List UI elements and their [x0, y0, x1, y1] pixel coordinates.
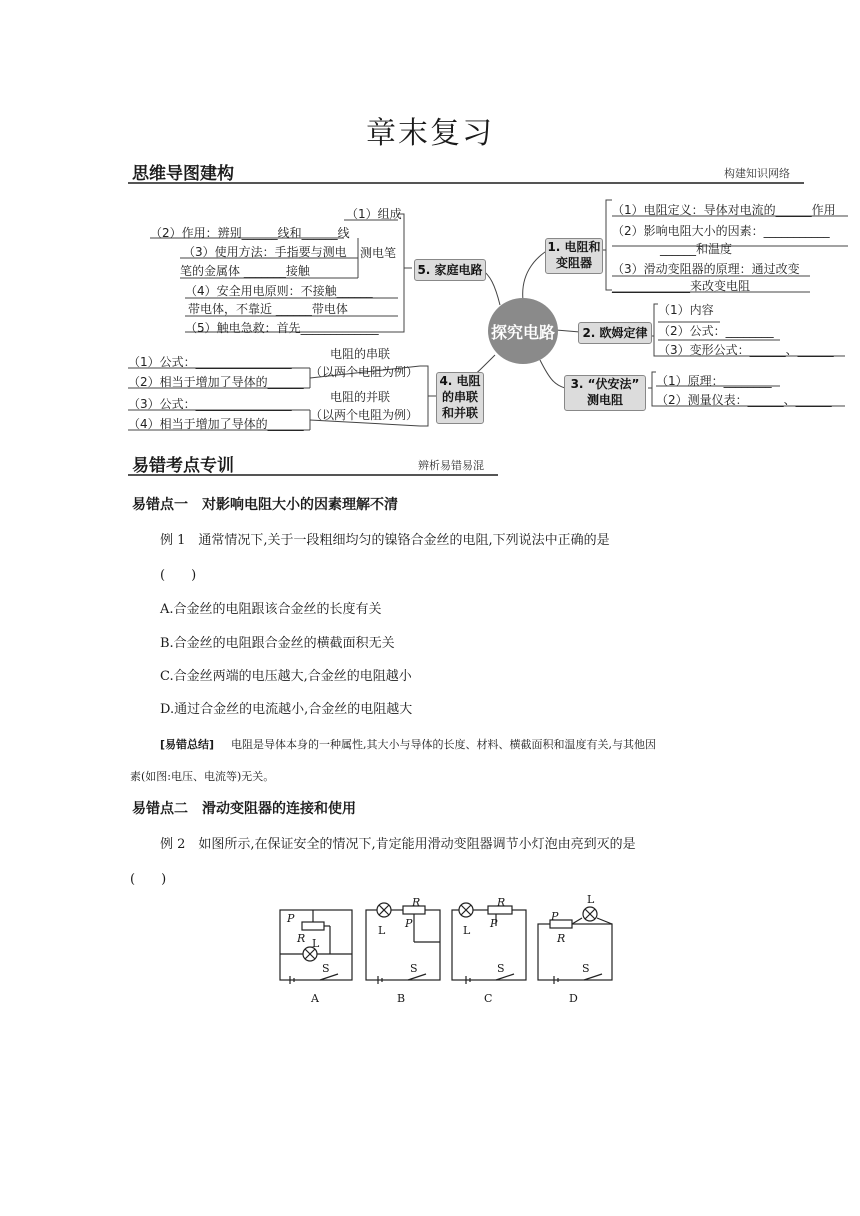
- circuit-d-p: P: [551, 910, 559, 923]
- mm-l5e: （4）安全用电原则：不接触______: [185, 284, 373, 298]
- mm-r3b: （2）测量仪表：______、______: [656, 393, 832, 407]
- page-title: 章末复习: [366, 116, 494, 151]
- circuit-label-d: D: [569, 992, 578, 1005]
- circuit-diagrams: [270, 892, 620, 1007]
- point2-question: 例 2 如图所示,在保证安全的情况下,肯定能用滑动变阻器调节小灯泡由亮到灭的是: [160, 837, 636, 852]
- circuit-b-r: R: [412, 896, 421, 909]
- point2-heading: 易错点二 滑动变阻器的连接和使用: [132, 801, 356, 817]
- section-title-mindmap: 思维导图建构: [132, 164, 234, 184]
- mm-l5b: （2）作用：辨别______线和______线: [150, 226, 350, 240]
- mm-l5d: 笔的金属体 _______接触: [180, 264, 310, 278]
- summary-label: [易错总结]: [160, 738, 215, 751]
- circuit-d-s: S: [582, 962, 590, 975]
- mm-r3a: （1）原理：________: [656, 374, 772, 388]
- circuit-c-p: P: [490, 917, 498, 930]
- mm-parallel-note: （以两个电阻为例）: [310, 408, 419, 422]
- circuit-label-c: C: [484, 992, 493, 1005]
- node-ohms-law: 2. 欧姆定律: [578, 322, 652, 344]
- mm-l5c: （3）使用方法：手指要与测电: [183, 245, 347, 259]
- point1-question: 例 1 通常情况下,关于一段粗细均匀的镍铬合金丝的电阻,下列说法中正确的是: [160, 533, 610, 548]
- mm-l4b: （2）相当于增加了导体的______: [128, 375, 304, 389]
- mm-r2a: （1）内容: [658, 303, 714, 317]
- node-voltammetry: 3. “伏安法” 测电阻: [564, 375, 646, 411]
- circuit-label-b: B: [397, 992, 406, 1005]
- node-household-circuit: 5. 家庭电路: [414, 259, 486, 281]
- circuit-b-p: P: [405, 917, 413, 930]
- circuit-b: [366, 903, 440, 984]
- mm-series-note: （以两个电阻为例）: [310, 365, 419, 379]
- mm-r1c: ______和温度: [660, 242, 733, 256]
- mm-l4a: （1）公式：________________: [128, 355, 292, 369]
- circuit-c-l: L: [463, 924, 471, 937]
- section-subtitle-errors: 辨析易错易混: [418, 459, 484, 472]
- point2-paren: ( ): [130, 872, 167, 887]
- option-a: A.合金丝的电阻跟该合金丝的长度有关: [160, 602, 382, 617]
- circuit-a-s: S: [322, 962, 330, 975]
- mm-l4d: （4）相当于增加了导体的______: [128, 417, 304, 431]
- circuit-b-s: S: [410, 962, 418, 975]
- circuit-d-r: R: [557, 932, 566, 945]
- mm-r1a: （1）电阻定义：导体对电流的______作用: [612, 203, 836, 217]
- circuit-b-l: L: [378, 924, 386, 937]
- summary-line1: 电阻是导体本身的一种属性,其大小与导体的长度、材料、横截面积和温度有关,与其他因: [231, 738, 656, 751]
- mm-l4c: （3）公式：________________: [128, 397, 292, 411]
- circuit-label-a: A: [311, 992, 319, 1005]
- mm-parallel-title: 电阻的并联: [330, 390, 391, 404]
- mm-r2b: （2）公式：________: [658, 324, 774, 338]
- circuit-d: [538, 907, 612, 984]
- node-series-parallel: 4. 电阻 的串联 和并联: [436, 372, 484, 424]
- mm-l5a: （1）组成: [346, 207, 402, 221]
- section-subtitle-mindmap: 构建知识网络: [724, 167, 790, 180]
- mm-r1d: （3）滑动变阻器的原理：通过改变: [612, 262, 800, 276]
- point1-paren: ( ): [160, 568, 197, 583]
- circuit-c-s: S: [497, 962, 505, 975]
- summary-line2: 素(如图:电压、电流等)无关。: [130, 770, 275, 783]
- mindmap-center: 探究电路: [488, 298, 558, 364]
- section-title-errors: 易错考点专训: [132, 456, 234, 476]
- circuit-d-l: L: [587, 893, 595, 906]
- node-resistance: 1. 电阻和 变阻器: [545, 238, 603, 274]
- circuit-c: [452, 903, 526, 984]
- circuit-a-p: P: [287, 912, 295, 925]
- mm-r1e: _____________来改变电阻: [612, 279, 751, 293]
- mm-l5g: （5）触电急救：首先_____________: [185, 321, 379, 335]
- option-b: B.合金丝的电阻跟合金丝的横截面积无关: [160, 636, 395, 651]
- option-c: C.合金丝两端的电压越大,合金丝的电阻越小: [160, 669, 412, 684]
- option-d: D.通过合金丝的电流越小,合金丝的电阻越大: [160, 702, 413, 717]
- mm-l5c2: 测电笔: [360, 246, 397, 260]
- mm-r1b: （2）影响电阻大小的因素：___________: [612, 224, 830, 238]
- mm-l5f: 带电体，不靠近 ______带电体: [188, 302, 348, 316]
- point1-heading: 易错点一 对影响电阻大小的因素理解不清: [132, 497, 398, 513]
- circuit-a-r: R: [297, 932, 306, 945]
- mm-series-title: 电阻的串联: [330, 347, 391, 361]
- mm-r2c: （3）变形公式：______、______: [658, 343, 834, 357]
- circuit-a-l: L: [312, 937, 320, 950]
- circuit-c-r: R: [497, 896, 506, 909]
